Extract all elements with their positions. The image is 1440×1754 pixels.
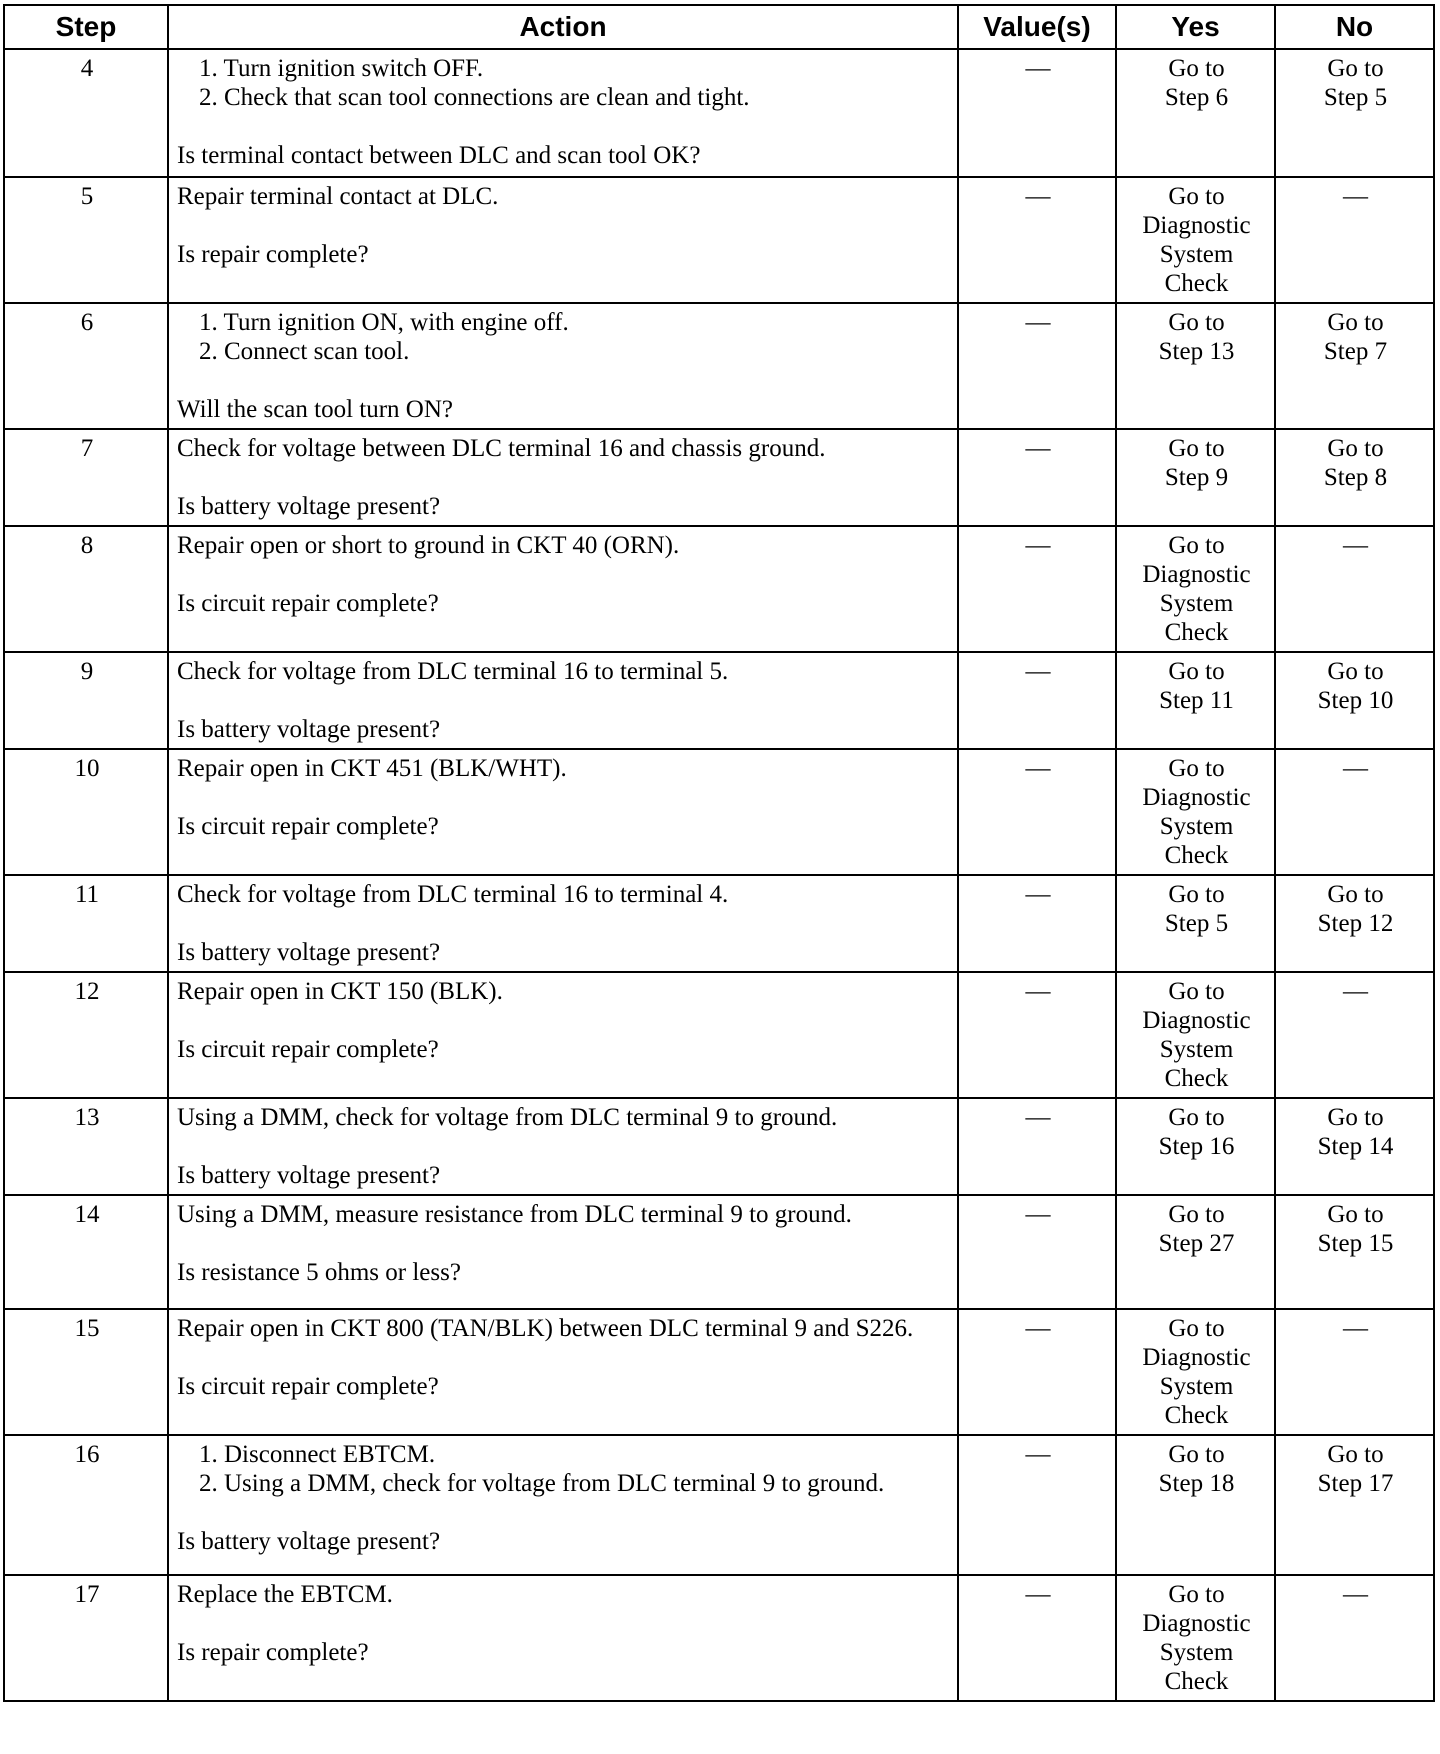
yes-line: Go to [1168, 881, 1225, 908]
action-spacer [177, 1132, 951, 1161]
action-text: Repair open or short to ground in CKT 40 (ORN). [177, 532, 680, 559]
action-spacer [177, 1498, 951, 1527]
action-question: Is battery voltage present? [177, 1528, 441, 1555]
yes-cell [1116, 526, 1275, 652]
yes-cell [1116, 749, 1275, 875]
step-cell: 17 [4, 1575, 168, 1701]
table-row [4, 972, 1434, 1098]
action-spacer [177, 686, 951, 715]
action-text: Repair open in CKT 451 (BLK/WHT). [177, 755, 567, 782]
action-spacer [177, 366, 951, 395]
action-question: Is battery voltage present? [177, 716, 441, 743]
yes-cell [1116, 652, 1275, 749]
action-spacer [177, 1343, 951, 1372]
action-list [177, 54, 951, 112]
no-line: Step 14 [1317, 1133, 1394, 1160]
no-cell [1275, 875, 1434, 972]
yes-line: Step 6 [1164, 84, 1229, 111]
step-cell: 13 [4, 1098, 168, 1195]
action-question: Is terminal contact between DLC and scan tool OK? [177, 142, 701, 169]
action-spacer [177, 783, 951, 812]
yes-cell [1116, 1195, 1275, 1309]
no-line: Go to [1327, 1201, 1384, 1228]
action-cell [168, 429, 958, 526]
yes-line: Go to [1168, 435, 1225, 462]
step-cell: 15 [4, 1309, 168, 1435]
no-cell [1275, 1435, 1434, 1575]
yes-line: Diagnostic [1142, 1007, 1251, 1034]
yes-line: Step 18 [1158, 1470, 1235, 1497]
no-line: — [1343, 978, 1368, 1005]
action-cell [168, 875, 958, 972]
no-cell [1275, 49, 1434, 177]
yes-line: Diagnostic [1142, 212, 1251, 239]
yes-line: Go to [1168, 1441, 1225, 1468]
header-yes: Yes [1116, 5, 1275, 49]
action-question: Is repair complete? [177, 241, 369, 268]
action-cell [168, 1575, 958, 1701]
table-body [4, 49, 1434, 1701]
table-row [4, 875, 1434, 972]
action-list-item: 1. Turn ignition switch OFF. [199, 55, 484, 82]
action-text: Using a DMM, measure resistance from DLC terminal 9 to ground. [177, 1201, 852, 1228]
yes-cell [1116, 1435, 1275, 1575]
yes-line: Go to [1168, 55, 1225, 82]
yes-cell [1116, 1309, 1275, 1435]
action-spacer [177, 463, 951, 492]
no-cell [1275, 526, 1434, 652]
action-text: Repair terminal contact at DLC. [177, 183, 499, 210]
no-line: Go to [1327, 309, 1384, 336]
no-cell [1275, 1575, 1434, 1701]
action-question: Is battery voltage present? [177, 493, 441, 520]
action-spacer [177, 909, 951, 938]
step-cell: 12 [4, 972, 168, 1098]
header-values: Value(s) [958, 5, 1116, 49]
yes-cell [1116, 875, 1275, 972]
step-cell: 14 [4, 1195, 168, 1309]
yes-line: Go to [1168, 978, 1225, 1005]
yes-line: Go to [1168, 183, 1225, 210]
yes-cell [1116, 1098, 1275, 1195]
yes-line: Go to [1168, 309, 1225, 336]
action-question: Is circuit repair complete? [177, 1036, 439, 1063]
header-step: Step [4, 5, 168, 49]
table-row [4, 749, 1434, 875]
action-list-item: 2. Using a DMM, check for voltage from DLC terminal 9 to ground. [199, 1470, 885, 1497]
yes-line: Go to [1168, 658, 1225, 685]
value-cell: — [958, 526, 1116, 652]
no-line: — [1343, 1581, 1368, 1608]
no-line: Step 12 [1317, 910, 1394, 937]
table-row [4, 1195, 1434, 1309]
no-line: Go to [1327, 1104, 1384, 1131]
yes-line: Diagnostic [1142, 1344, 1251, 1371]
no-cell [1275, 652, 1434, 749]
yes-line: System [1159, 1036, 1234, 1063]
no-line: Step 5 [1323, 84, 1388, 111]
action-cell [168, 49, 958, 177]
no-line: — [1343, 183, 1368, 210]
no-line: Step 8 [1323, 464, 1388, 491]
no-line: Go to [1327, 881, 1384, 908]
yes-line: Go to [1168, 1581, 1225, 1608]
no-line: Step 7 [1323, 338, 1388, 365]
header-no: No [1275, 5, 1434, 49]
yes-line: Step 9 [1164, 464, 1229, 491]
no-cell [1275, 972, 1434, 1098]
action-text: Replace the EBTCM. [177, 1581, 393, 1608]
action-text: Check for voltage from DLC terminal 16 to terminal 4. [177, 881, 729, 908]
no-line: — [1343, 532, 1368, 559]
yes-cell [1116, 303, 1275, 429]
value-cell: — [958, 875, 1116, 972]
action-question: Is circuit repair complete? [177, 813, 439, 840]
yes-line: Go to [1168, 1315, 1225, 1342]
no-cell [1275, 1195, 1434, 1309]
step-cell: 16 [4, 1435, 168, 1575]
action-list [177, 308, 951, 366]
yes-line: Check [1164, 842, 1229, 869]
action-list-item: 1. Turn ignition ON, with engine off. [199, 309, 569, 336]
step-cell: 4 [4, 49, 168, 177]
yes-cell [1116, 177, 1275, 303]
table-row [4, 177, 1434, 303]
action-question: Is battery voltage present? [177, 1162, 441, 1189]
action-spacer [177, 560, 951, 589]
diagnostic-table-container [3, 4, 1433, 1702]
action-text: Check for voltage from DLC terminal 16 to terminal 5. [177, 658, 729, 685]
no-cell [1275, 1309, 1434, 1435]
action-cell [168, 1309, 958, 1435]
no-line: Go to [1327, 1441, 1384, 1468]
yes-line: Check [1164, 1668, 1229, 1695]
yes-line: Step 5 [1164, 910, 1229, 937]
action-question: Is repair complete? [177, 1639, 369, 1666]
action-cell [168, 972, 958, 1098]
diagnostic-table [3, 4, 1435, 1702]
action-cell [168, 1435, 958, 1575]
yes-line: System [1159, 1373, 1234, 1400]
no-cell [1275, 429, 1434, 526]
yes-line: System [1159, 813, 1234, 840]
action-text: Repair open in CKT 800 (TAN/BLK) between DLC terminal 9 and S226. [177, 1315, 914, 1342]
step-cell: 11 [4, 875, 168, 972]
action-cell [168, 1195, 958, 1309]
yes-cell [1116, 429, 1275, 526]
action-cell [168, 749, 958, 875]
value-cell: — [958, 1195, 1116, 1309]
action-spacer [177, 1229, 951, 1258]
value-cell: — [958, 1309, 1116, 1435]
action-text: Check for voltage between DLC terminal 16 and chassis ground. [177, 435, 826, 462]
action-spacer [177, 1609, 951, 1638]
step-cell: 6 [4, 303, 168, 429]
action-cell [168, 1098, 958, 1195]
action-list-item: 2. Check that scan tool connections are clean and tight. [199, 84, 750, 111]
yes-line: Step 11 [1159, 687, 1234, 714]
no-line: — [1343, 1315, 1368, 1342]
action-question: Is circuit repair complete? [177, 590, 439, 617]
action-spacer [177, 112, 951, 141]
action-cell [168, 177, 958, 303]
yes-line: System [1159, 1639, 1234, 1666]
yes-line: Go to [1168, 1104, 1225, 1131]
table-row [4, 429, 1434, 526]
yes-line: Step 16 [1158, 1133, 1235, 1160]
value-cell: — [958, 177, 1116, 303]
action-list-item: 1. Disconnect EBTCM. [199, 1441, 436, 1468]
yes-line: System [1159, 241, 1234, 268]
value-cell: — [958, 972, 1116, 1098]
yes-cell [1116, 972, 1275, 1098]
value-cell: — [958, 429, 1116, 526]
no-cell [1275, 303, 1434, 429]
value-cell: — [958, 49, 1116, 177]
value-cell: — [958, 1435, 1116, 1575]
action-text: Repair open in CKT 150 (BLK). [177, 978, 503, 1005]
value-cell: — [958, 1098, 1116, 1195]
action-text: Using a DMM, check for voltage from DLC terminal 9 to ground. [177, 1104, 838, 1131]
value-cell: — [958, 749, 1116, 875]
table-row [4, 1575, 1434, 1701]
yes-line: Check [1164, 619, 1229, 646]
yes-line: System [1159, 590, 1234, 617]
yes-line: Diagnostic [1142, 561, 1251, 588]
header-row [4, 5, 1434, 49]
step-cell: 5 [4, 177, 168, 303]
yes-line: Diagnostic [1142, 1610, 1251, 1637]
no-cell [1275, 177, 1434, 303]
table-row [4, 303, 1434, 429]
action-spacer [177, 211, 951, 240]
table-row [4, 49, 1434, 177]
table-row [4, 652, 1434, 749]
step-cell: 8 [4, 526, 168, 652]
yes-line: Go to [1168, 1201, 1225, 1228]
no-line: Step 17 [1317, 1470, 1394, 1497]
step-cell: 9 [4, 652, 168, 749]
value-cell: — [958, 1575, 1116, 1701]
yes-line: Check [1164, 1402, 1229, 1429]
yes-cell [1116, 49, 1275, 177]
no-cell [1275, 1098, 1434, 1195]
step-cell: 7 [4, 429, 168, 526]
action-question: Is resistance 5 ohms or less? [177, 1259, 461, 1286]
yes-cell [1116, 1575, 1275, 1701]
no-line: Step 10 [1317, 687, 1394, 714]
yes-line: Check [1164, 1065, 1229, 1092]
no-cell [1275, 749, 1434, 875]
yes-line: Go to [1168, 755, 1225, 782]
action-cell [168, 303, 958, 429]
value-cell: — [958, 652, 1116, 749]
no-line: Go to [1327, 55, 1384, 82]
action-spacer [177, 1006, 951, 1035]
action-cell [168, 526, 958, 652]
yes-line: Diagnostic [1142, 784, 1251, 811]
step-cell: 10 [4, 749, 168, 875]
table-row [4, 526, 1434, 652]
header-action: Action [168, 5, 958, 49]
action-question: Is battery voltage present? [177, 939, 441, 966]
no-line: Step 15 [1317, 1230, 1394, 1257]
no-line: Go to [1327, 658, 1384, 685]
action-cell [168, 652, 958, 749]
action-list [177, 1440, 951, 1498]
no-line: — [1343, 755, 1368, 782]
no-line: Go to [1327, 435, 1384, 462]
yes-line: Check [1164, 270, 1229, 297]
action-question: Is circuit repair complete? [177, 1373, 439, 1400]
action-question: Will the scan tool turn ON? [177, 396, 454, 423]
value-cell: — [958, 303, 1116, 429]
table-row [4, 1309, 1434, 1435]
table-row [4, 1098, 1434, 1195]
action-list-item: 2. Connect scan tool. [199, 338, 410, 365]
yes-line: Step 27 [1158, 1230, 1235, 1257]
table-row [4, 1435, 1434, 1575]
yes-line: Step 13 [1158, 338, 1235, 365]
yes-line: Go to [1168, 532, 1225, 559]
